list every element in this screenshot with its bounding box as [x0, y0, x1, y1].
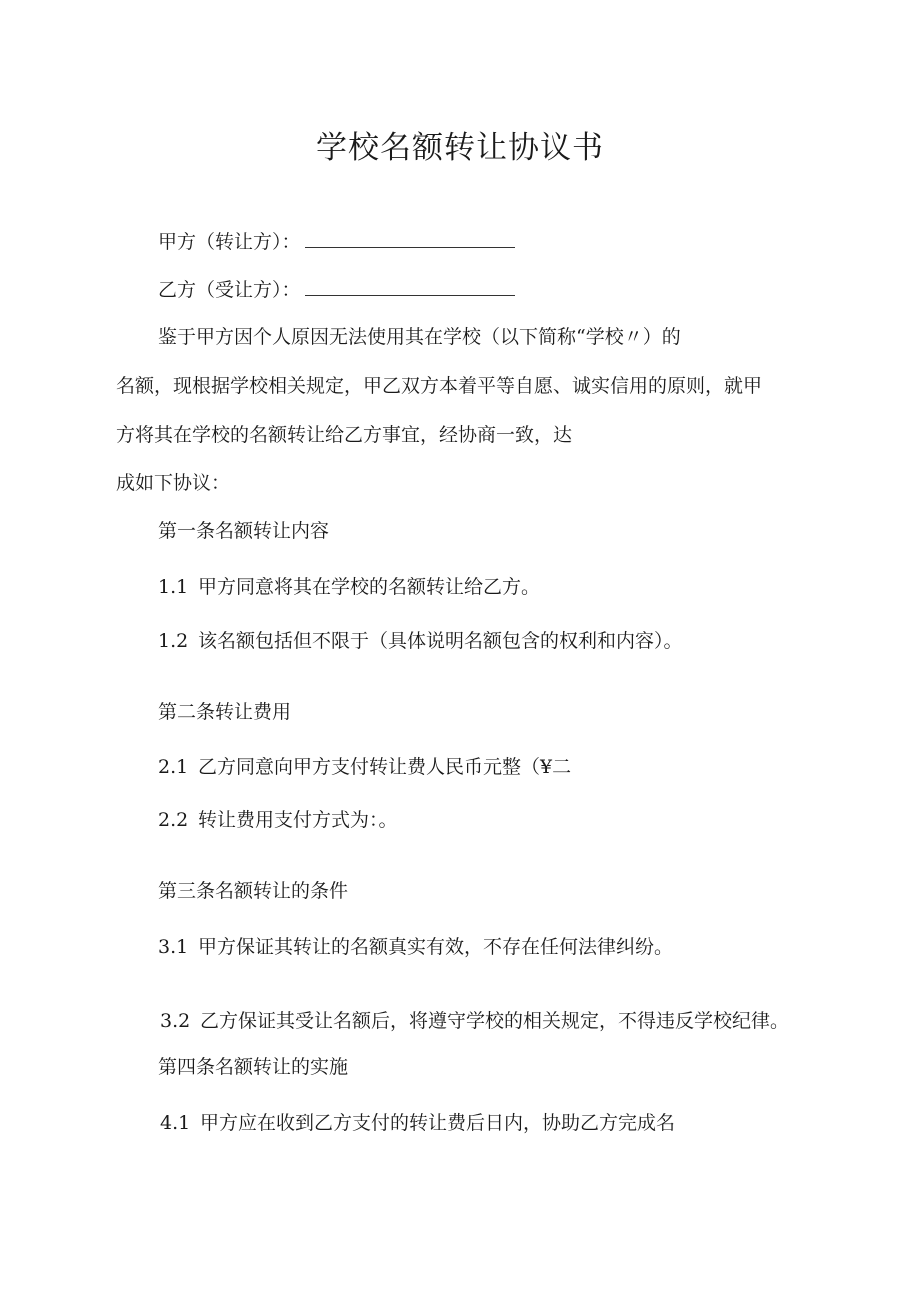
clause-text: 该名额包括但不限于（具体说明名额包含的权利和内容）。: [198, 630, 683, 652]
article-heading: 第三条名额转让的条件: [158, 880, 349, 902]
clause: [160, 1009, 789, 1033]
party-b-blank: [305, 277, 515, 296]
clause-text: 甲方应在收到乙方支付的转让费后日内，协助乙方完成名: [200, 1112, 676, 1134]
party-b-line: [158, 277, 515, 302]
article-heading: 第二条转让费用: [158, 701, 292, 723]
preamble-line: 名额，现根据学校相关规定，甲乙双方本着平等自愿、诚实信用的原则，就甲: [116, 375, 763, 397]
clause-number: 4.1: [160, 1112, 191, 1134]
party-a-blank: [305, 229, 515, 248]
clause: [158, 575, 540, 599]
clause-number: 1.1: [158, 576, 189, 598]
clause: [158, 808, 398, 832]
clause-text: 乙方同意向甲方支付转让费人民币元整（¥二: [198, 756, 572, 778]
clause-text: 甲方保证其转让的名额真实有效，不存在任何法律纠纷。: [198, 936, 674, 958]
clause-number: 1.2: [158, 630, 189, 652]
clause: [158, 935, 673, 959]
clause-number: 3.1: [158, 936, 189, 958]
clause-number: 2.2: [158, 809, 189, 831]
party-a-label: 甲方（转让方）：: [158, 231, 301, 253]
preamble-line: 成如下协议：: [116, 472, 231, 494]
party-a-line: [158, 229, 515, 254]
document-title: 学校名额转让协议书: [316, 130, 604, 166]
clause: [158, 755, 571, 779]
preamble-line: 鉴于甲方因个人原因无法使用其在学校（以下简称“学校〃）的: [158, 326, 681, 348]
clause-text: 甲方同意将其在学校的名额转让给乙方。: [198, 576, 541, 598]
party-b-label: 乙方（受让方）：: [158, 279, 301, 301]
clause: [158, 629, 683, 653]
clause: [160, 1111, 675, 1135]
article-heading: 第一条名额转让内容: [158, 520, 330, 542]
preamble-line: 方将其在学校的名额转让给乙方事宜，经协商一致，达: [116, 424, 573, 446]
article-heading: 第四条名额转让的实施: [158, 1056, 349, 1078]
clause-text: 乙方保证其受让名额后，将遵守学校的相关规定，不得违反学校纪律。: [200, 1010, 790, 1032]
clause-number: 2.1: [158, 756, 189, 778]
clause-text: 转让费用支付方式为：。: [198, 809, 398, 831]
clause-number: 3.2: [160, 1010, 191, 1032]
